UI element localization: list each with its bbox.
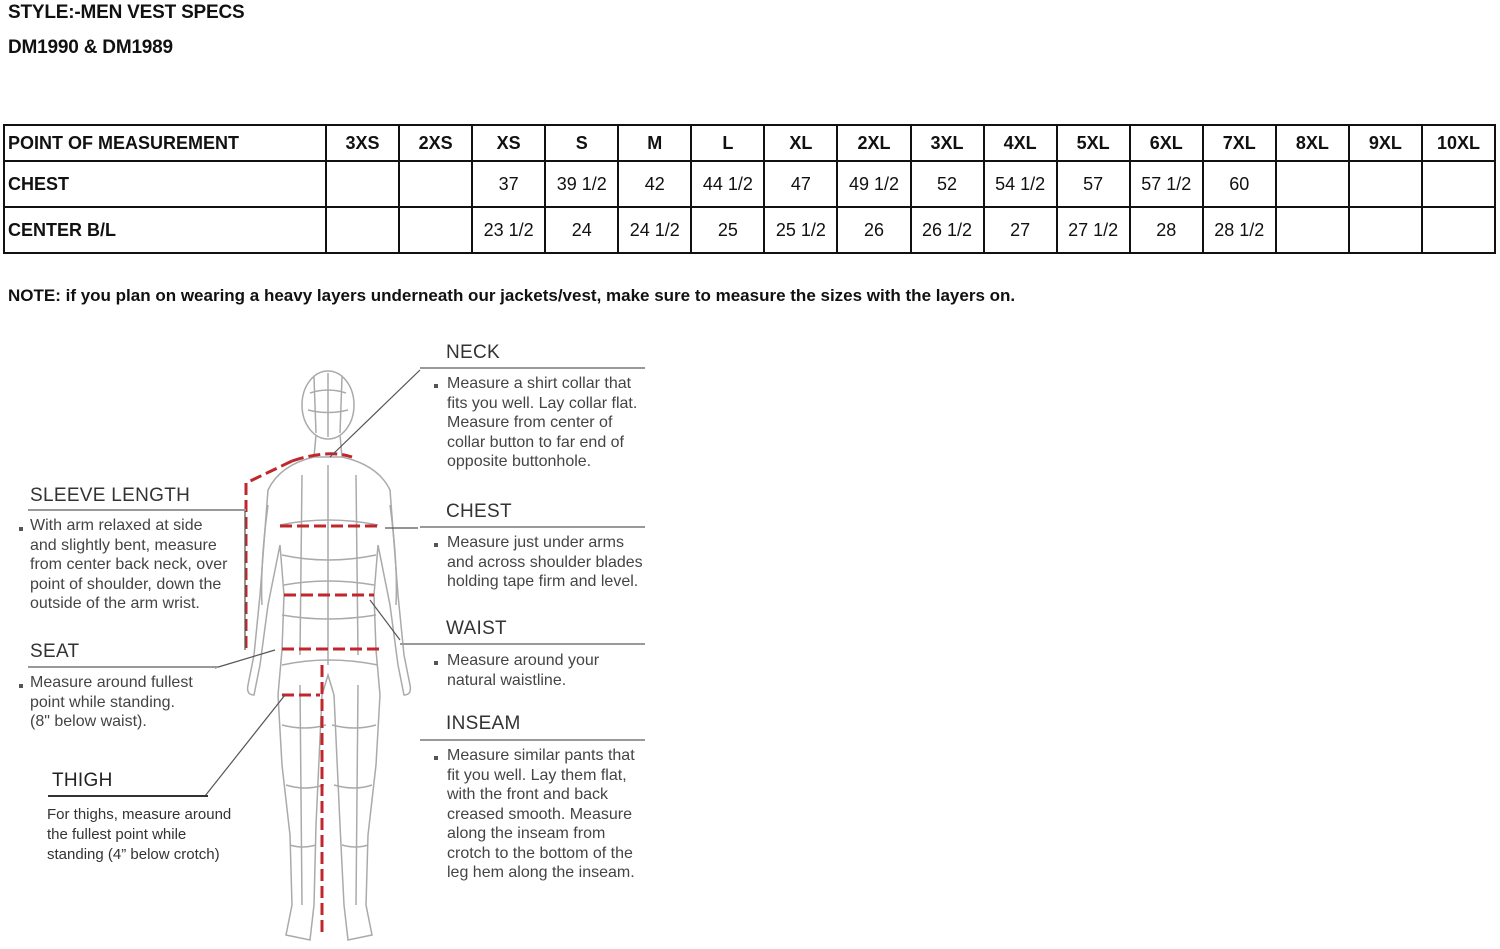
layering-note: NOTE: if you plan on wearing a heavy layers underneath our jackets/vest, make sure to measure the sizes with the layers on.	[8, 286, 1016, 305]
table-cell: 42	[618, 161, 691, 207]
table-cell: 27 1/2	[1057, 207, 1130, 253]
table-cell: 39 1/2	[545, 161, 618, 207]
inseam-description: Measure similar pants that fit you well. Lay them flat, with the front and back creased smooth. Measure along the inseam from crotch to the bottom of the leg hem along the inseam.	[447, 747, 635, 881]
header-point-of-measurement: POINT OF MEASUREMENT	[4, 125, 326, 161]
chest-rule	[420, 526, 645, 528]
table-cell: 24 1/2	[618, 207, 691, 253]
style-numbers: DM1990 & DM1989	[8, 37, 173, 58]
sleeve-rule	[28, 509, 246, 511]
table-cell: 26 1/2	[911, 207, 984, 253]
table-cell: 26	[837, 207, 910, 253]
table-cell: 44 1/2	[691, 161, 764, 207]
table-cell: 49 1/2	[837, 161, 910, 207]
row-label: CENTER B/L	[4, 207, 326, 253]
table-cell: 60	[1203, 161, 1276, 207]
table-cell: 57 1/2	[1130, 161, 1203, 207]
inseam-bullet	[434, 756, 438, 760]
header-size-3xl: 3XL	[911, 125, 984, 161]
table-cell: 52	[911, 161, 984, 207]
header-size-8xl: 8XL	[1276, 125, 1349, 161]
seat-title: SEAT	[30, 641, 80, 662]
header-size-m: M	[618, 125, 691, 161]
style-title: STYLE:-MEN VEST SPECS	[8, 2, 245, 23]
inseam-rule	[420, 739, 645, 741]
chest-title: CHEST	[446, 501, 512, 522]
header-size-7xl: 7XL	[1203, 125, 1276, 161]
thigh-rule	[48, 795, 208, 797]
thigh-description: For thighs, measure around the fullest point while standing (4” below crotch)	[47, 806, 232, 863]
table-cell: 28	[1130, 207, 1203, 253]
neck-bullet	[434, 384, 438, 388]
header-size-xl: XL	[764, 125, 837, 161]
table-cell: 27	[984, 207, 1057, 253]
table-cell: 47	[764, 161, 837, 207]
neck-description: Measure a shirt collar that fits you well. Lay collar flat. Measure from center of collar button to far end of opposite buttonhole.	[447, 375, 638, 470]
inseam-title: INSEAM	[446, 713, 521, 734]
header-size-4xl: 4XL	[984, 125, 1057, 161]
sleeve-length-title: SLEEVE LENGTH	[30, 485, 191, 506]
sleeve-bullet	[19, 527, 23, 531]
chest-bullet	[434, 543, 438, 547]
header-size-10xl: 10XL	[1422, 125, 1495, 161]
table-cell: 57	[1057, 161, 1130, 207]
table-cell: 25 1/2	[764, 207, 837, 253]
table-cell: 37	[472, 161, 545, 207]
header-size-2xs: 2XS	[399, 125, 472, 161]
table-cell: 25	[691, 207, 764, 253]
header-size-xs: XS	[472, 125, 545, 161]
seat-bullet	[19, 684, 23, 688]
thigh-title: THIGH	[52, 770, 113, 791]
seat-rule	[28, 666, 218, 668]
header-size-2xl: 2XL	[837, 125, 910, 161]
waist-rule	[400, 643, 645, 645]
neck-title: NECK	[446, 342, 500, 363]
header-size-5xl: 5XL	[1057, 125, 1130, 161]
waist-title: WAIST	[446, 618, 507, 639]
table-cell: 54 1/2	[984, 161, 1057, 207]
sleeve-length-description: With arm relaxed at side and slightly bent, measure from center back neck, over point of shoulder, down the outside of the arm wrist.	[30, 517, 228, 612]
header-size-s: S	[545, 125, 618, 161]
waist-bullet	[434, 661, 438, 665]
neck-rule	[420, 367, 645, 369]
chest-description: Measure just under arms and across shoulder blades holding tape firm and level.	[447, 534, 643, 590]
row-label: CHEST	[4, 161, 326, 207]
table-cell: 23 1/2	[472, 207, 545, 253]
seat-description: Measure around fullest point while standing. (8" below waist).	[30, 674, 193, 730]
header-size-9xl: 9XL	[1349, 125, 1422, 161]
waist-description: Measure around your natural waistline.	[447, 652, 600, 689]
header-size-3xs: 3XS	[326, 125, 399, 161]
table-cell: 28 1/2	[1203, 207, 1276, 253]
header-size-6xl: 6XL	[1130, 125, 1203, 161]
table-cell: 24	[545, 207, 618, 253]
header-size-l: L	[691, 125, 764, 161]
